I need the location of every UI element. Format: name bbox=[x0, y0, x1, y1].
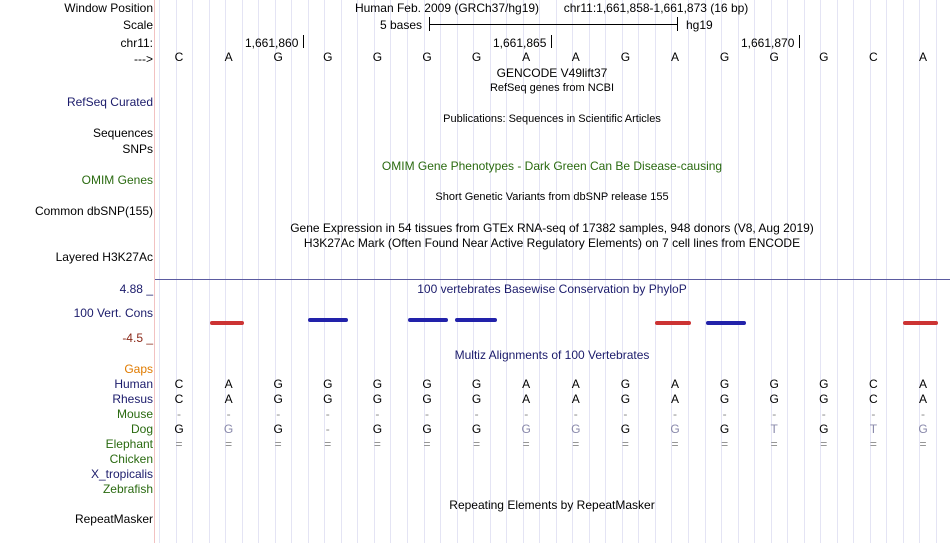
alignment-base: - bbox=[474, 407, 479, 421]
strand-label[interactable]: ---> bbox=[134, 52, 153, 66]
alignment-base: = bbox=[721, 437, 729, 451]
sequence-base: C bbox=[174, 50, 184, 64]
gridline bbox=[771, 0, 772, 543]
cons-mark bbox=[655, 321, 691, 325]
alignment-base: = bbox=[324, 437, 332, 451]
gridline bbox=[225, 0, 226, 543]
sequence-base: G bbox=[273, 50, 283, 64]
db-label: hg19 bbox=[686, 18, 713, 32]
alignment-base: = bbox=[423, 437, 431, 451]
cons-mark bbox=[210, 321, 244, 325]
alignment-base: = bbox=[671, 437, 679, 451]
alignment-base: = bbox=[621, 437, 629, 451]
alignment-base: G bbox=[471, 422, 482, 436]
gridline bbox=[903, 0, 904, 543]
gridline bbox=[473, 0, 474, 543]
scale-text: 5 bases bbox=[380, 18, 423, 32]
gridline bbox=[407, 0, 408, 543]
species-label-dog[interactable]: Dog bbox=[130, 422, 153, 436]
alignment-base: - bbox=[325, 422, 330, 436]
alignment-base: G bbox=[620, 422, 631, 436]
alignment-base: G bbox=[422, 377, 432, 391]
alignment-base: A bbox=[670, 392, 679, 406]
alignment-base: A bbox=[522, 377, 531, 391]
species-label-elephant[interactable]: Elephant bbox=[105, 437, 153, 451]
species-label-mouse[interactable]: Mouse bbox=[116, 407, 153, 421]
alignment-base: G bbox=[422, 392, 432, 406]
sequence-base: C bbox=[869, 50, 878, 64]
alignment-base: - bbox=[573, 407, 578, 421]
alignment-base: A bbox=[571, 377, 580, 391]
alignment-base: = bbox=[820, 437, 828, 451]
alignment-base: G bbox=[719, 392, 730, 406]
sequence-base: G bbox=[323, 50, 333, 64]
gridline bbox=[308, 0, 309, 543]
gridline bbox=[638, 0, 639, 543]
alignment-base: G bbox=[323, 392, 333, 406]
alignment-base: = bbox=[373, 437, 381, 451]
alignment-base: A bbox=[670, 377, 679, 391]
sequence-base: G bbox=[422, 50, 432, 64]
gridline bbox=[424, 0, 425, 543]
refseq-track-subtitle[interactable]: RefSeq genes from NCBI bbox=[489, 82, 615, 94]
alignment-base: C bbox=[869, 392, 878, 406]
alignment-base: - bbox=[821, 407, 826, 421]
alignment-base: C bbox=[174, 392, 184, 406]
alignment-base: T bbox=[770, 422, 778, 436]
sequences-track-label[interactable]: Sequences bbox=[92, 126, 153, 140]
alignment-base: G bbox=[620, 377, 631, 391]
alignment-base: G bbox=[372, 422, 383, 436]
sequence-base: G bbox=[819, 50, 829, 64]
sequence-base: A bbox=[571, 50, 580, 64]
gridline bbox=[390, 0, 391, 543]
alignment-base: T bbox=[869, 422, 878, 436]
alignment-base: G bbox=[471, 392, 482, 406]
track-separator bbox=[155, 279, 950, 280]
gridline bbox=[837, 0, 838, 543]
gridline bbox=[324, 0, 325, 543]
position-tick bbox=[303, 35, 304, 48]
alignment-base: - bbox=[623, 407, 628, 421]
alignment-base: G bbox=[719, 422, 730, 436]
gridline bbox=[457, 0, 458, 543]
alignment-base: A bbox=[918, 377, 927, 391]
gridline bbox=[671, 0, 672, 543]
dbsnp-track-label[interactable]: Common dbSNP(155) bbox=[34, 204, 153, 218]
species-label-x-tropicalis[interactable]: X_tropicalis bbox=[90, 467, 153, 481]
h3k27ac-track-label[interactable]: Layered H3K27Ac bbox=[55, 250, 153, 264]
alignment-base: G bbox=[372, 377, 383, 391]
dbsnp-track-title[interactable]: Short Genetic Variants from dbSNP release 155 bbox=[435, 191, 669, 203]
multiz-track-title[interactable]: Multiz Alignments of 100 Vertebrates bbox=[454, 348, 650, 362]
gridline bbox=[176, 0, 177, 543]
alignment-base: G bbox=[273, 377, 283, 391]
alignment-base: A bbox=[224, 377, 233, 391]
scale-bar bbox=[430, 24, 678, 25]
position-tick-label: 1,661,865 bbox=[493, 36, 547, 50]
gridline bbox=[374, 0, 375, 543]
window-position-label: Window Position bbox=[64, 1, 153, 15]
h3k27ac-track-title[interactable]: H3K27Ac Mark (Often Found Near Active Regulatory Elements) on 7 cell lines from ENCODE bbox=[303, 236, 801, 250]
position-tick bbox=[799, 35, 800, 48]
scale-label: Scale bbox=[122, 18, 153, 32]
assembly-title: Human Feb. 2009 (GRCh37/hg19) bbox=[354, 1, 540, 15]
gridline bbox=[357, 0, 358, 543]
gridline bbox=[738, 0, 739, 543]
alignment-base: - bbox=[177, 407, 181, 421]
alignment-base: G bbox=[670, 422, 680, 436]
alignment-base: = bbox=[869, 437, 877, 451]
gridline bbox=[936, 0, 937, 543]
alignment-base: G bbox=[471, 377, 482, 391]
alignment-base: G bbox=[819, 422, 829, 436]
omim-track-title[interactable]: OMIM Gene Phenotypes - Dark Green Can Be Disease-causing bbox=[381, 159, 723, 173]
alignment-base: - bbox=[772, 407, 777, 421]
refseq-track-label[interactable]: RefSeq Curated bbox=[66, 95, 153, 109]
alignment-base: A bbox=[522, 392, 531, 406]
gridline bbox=[655, 0, 656, 543]
gridline bbox=[440, 0, 441, 543]
cons-max-label: 4.88 _ bbox=[119, 282, 153, 296]
gtex-track-title[interactable]: Gene Expression in 54 tissues from GTEx RNA-seq of 17382 samples, 948 donors (V8, Aug 2019) bbox=[290, 221, 814, 235]
sequence-base: G bbox=[719, 50, 730, 64]
scale-bar-right-tick bbox=[677, 17, 678, 31]
alignment-base: G bbox=[620, 392, 631, 406]
sequence-base: A bbox=[670, 50, 679, 64]
alignment-base: C bbox=[174, 377, 184, 391]
gridline bbox=[853, 0, 854, 543]
gridline bbox=[820, 0, 821, 543]
snps-track-label[interactable]: SNPs bbox=[122, 142, 153, 156]
gridline bbox=[870, 0, 871, 543]
alignment-base: G bbox=[719, 377, 730, 391]
gridline bbox=[291, 0, 292, 543]
gridline bbox=[919, 0, 920, 543]
position-tick-label: 1,661,860 bbox=[245, 36, 299, 50]
alignment-base: G bbox=[819, 392, 829, 406]
species-label-rhesus[interactable]: Rhesus bbox=[112, 392, 153, 406]
gridline bbox=[721, 0, 722, 543]
repeatmasker-track-title[interactable]: Repeating Elements by RepeatMasker bbox=[449, 498, 655, 512]
alignment-base: = bbox=[522, 437, 530, 451]
position-readout: chr11:1,661,858-1,661,873 (16 bp) bbox=[563, 1, 749, 15]
cons-track-title[interactable]: 100 vertebrates Basewise Conservation by PhyloP bbox=[417, 282, 687, 296]
sequence-base: A bbox=[522, 50, 531, 64]
sequence-base: A bbox=[918, 50, 927, 64]
species-label-human[interactable]: Human bbox=[114, 377, 153, 391]
gridline bbox=[341, 0, 342, 543]
gridline bbox=[192, 0, 193, 543]
alignment-base: - bbox=[375, 407, 380, 421]
gridline bbox=[804, 0, 805, 543]
alignment-base: - bbox=[921, 407, 925, 421]
alignment-base: G bbox=[521, 422, 531, 436]
alignment-base: G bbox=[372, 392, 383, 406]
alignment-base: C bbox=[869, 377, 878, 391]
alignment-base: G bbox=[223, 422, 234, 436]
alignment-base: - bbox=[226, 407, 231, 421]
alignment-base: A bbox=[571, 392, 580, 406]
alignment-base: G bbox=[769, 392, 779, 406]
alignment-base: G bbox=[819, 377, 829, 391]
sequence-base: G bbox=[372, 50, 383, 64]
cons-mark bbox=[706, 321, 746, 325]
alignment-base: = bbox=[919, 437, 927, 451]
alignment-base: = bbox=[572, 437, 580, 451]
alignment-base: G bbox=[918, 422, 928, 436]
repeatmasker-track-label[interactable]: RepeatMasker bbox=[74, 512, 153, 526]
sequence-base: G bbox=[620, 50, 631, 64]
cons-track-label[interactable]: 100 Vert. Cons bbox=[73, 306, 153, 320]
alignment-base: G bbox=[323, 377, 333, 391]
label-divider bbox=[154, 0, 155, 543]
chrom-label: chr11: bbox=[120, 36, 153, 50]
gridline bbox=[754, 0, 755, 543]
gridline bbox=[787, 0, 788, 543]
alignment-base: G bbox=[422, 422, 432, 436]
cons-mark bbox=[903, 321, 938, 325]
position-tick bbox=[551, 35, 552, 48]
gridline bbox=[275, 0, 276, 543]
alignment-base: = bbox=[274, 437, 282, 451]
cons-min-label: -4.5 _ bbox=[122, 331, 153, 345]
alignment-base: = bbox=[473, 437, 481, 451]
species-label-chicken[interactable]: Chicken bbox=[109, 452, 153, 466]
alignment-base: G bbox=[769, 377, 779, 391]
alignment-base: - bbox=[325, 407, 330, 421]
cons-mark bbox=[308, 318, 348, 322]
alignment-base: - bbox=[722, 407, 727, 421]
sequence-base: G bbox=[471, 50, 482, 64]
gridline bbox=[258, 0, 259, 543]
cons-mark bbox=[408, 318, 448, 322]
alignment-base: A bbox=[224, 392, 233, 406]
gridline bbox=[159, 0, 160, 543]
sequence-base: A bbox=[224, 50, 233, 64]
gridline bbox=[242, 0, 243, 543]
gridline bbox=[622, 0, 623, 543]
gridline bbox=[886, 0, 887, 543]
alignment-base: A bbox=[918, 392, 927, 406]
cons-mark bbox=[455, 318, 497, 322]
gaps-track-label[interactable]: Gaps bbox=[124, 362, 153, 376]
alignment-base: - bbox=[425, 407, 429, 421]
species-label-zebrafish[interactable]: Zebrafish bbox=[102, 482, 153, 496]
alignment-base: G bbox=[571, 422, 581, 436]
gencode-track-title[interactable]: GENCODE V49lift37 bbox=[496, 66, 608, 80]
gridline bbox=[705, 0, 706, 543]
publications-track-title[interactable]: Publications: Sequences in Scientific Articles bbox=[443, 113, 661, 125]
position-tick-label: 1,661,870 bbox=[741, 36, 795, 50]
sequence-base: G bbox=[769, 50, 779, 64]
alignment-base: = bbox=[175, 437, 183, 451]
alignment-base: - bbox=[673, 407, 677, 421]
alignment-base: = bbox=[770, 437, 778, 451]
scale-bar-left-tick bbox=[429, 17, 430, 31]
alignment-base: G bbox=[273, 392, 283, 406]
alignment-base: - bbox=[871, 407, 876, 421]
alignment-base: - bbox=[276, 407, 281, 421]
alignment-base: G bbox=[174, 422, 184, 436]
alignment-base: = bbox=[225, 437, 233, 451]
omim-track-label[interactable]: OMIM Genes bbox=[81, 173, 153, 187]
alignment-base: - bbox=[524, 407, 529, 421]
gridline bbox=[209, 0, 210, 543]
alignment-base: G bbox=[273, 422, 283, 436]
gridline bbox=[688, 0, 689, 543]
